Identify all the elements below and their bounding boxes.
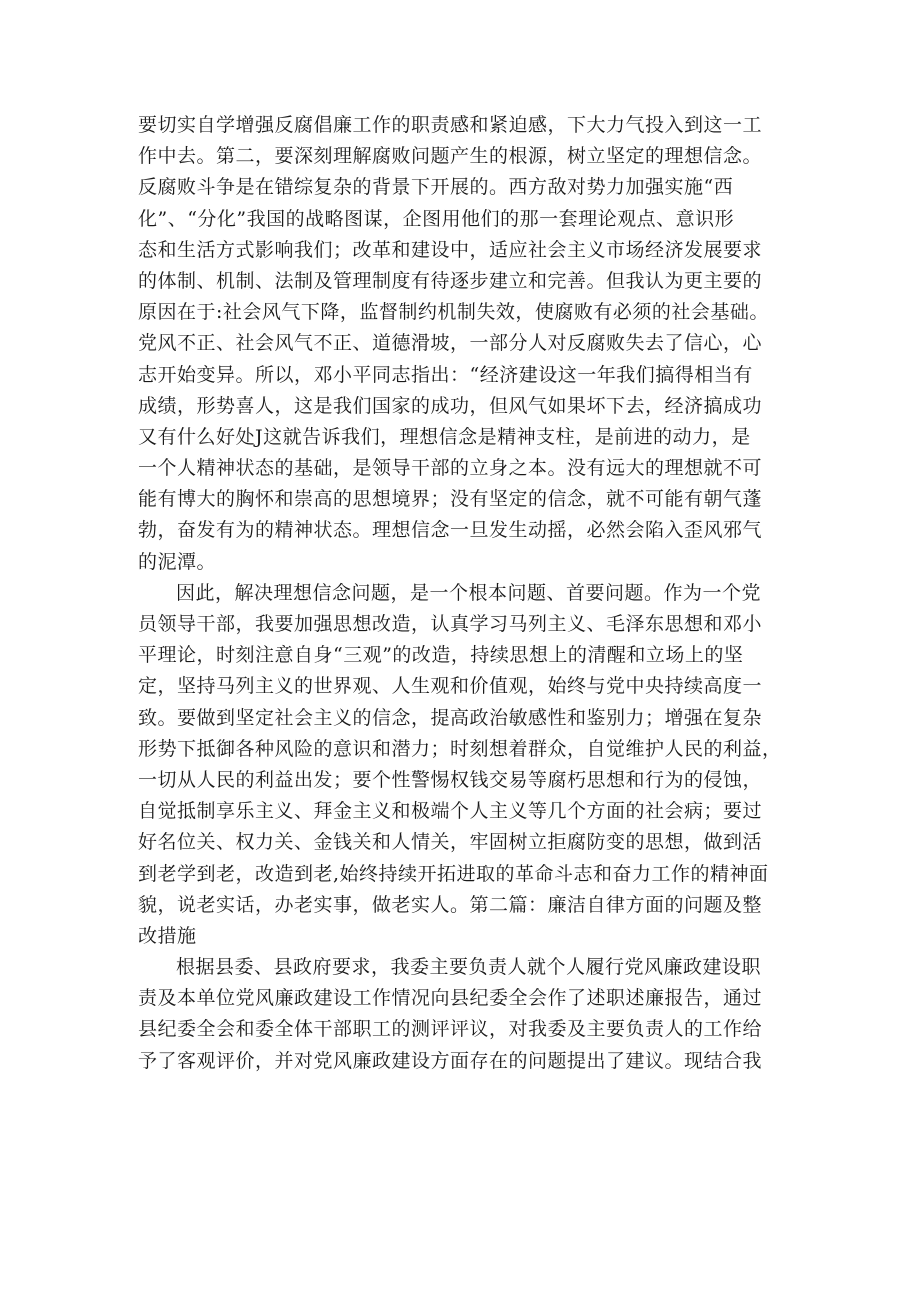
- text-line: 一个人精神状态的基础，是领导干部的立身之本。没有远大的理想就不可: [138, 457, 763, 480]
- text-line: 态和生活方式影响我们；改革和建设中，适应社会主义市场经济发展要求: [138, 238, 763, 261]
- text-line: 志开始变异。所以，邓小平同志指出：“经济建设这一年我们搞得相当有: [138, 363, 753, 386]
- text-line: 根据县委、县政府要求，我委主要负责人就个人履行党风廉政建设职: [176, 956, 762, 979]
- text-line: 好名位关、权力关、金钱关和人情关，牢固树立拒腐防变的思想，做到活: [138, 831, 763, 854]
- text-line: 到老学到老，改造到老,始终持续开拓进取的革命斗志和奋力工作的精神面: [138, 862, 769, 885]
- text-line: 作中去。第二，要深刻理解腐败问题产生的根源，树立坚定的理想信念。: [138, 145, 763, 168]
- text-line: 致。要做到坚定社会主义的信念，提高政治敏感性和鉴别力；增强在复杂: [138, 706, 763, 729]
- text-line: 又有什么好处J这就告诉我们，理想信念是精神支柱，是前进的动力，是: [138, 425, 751, 448]
- text-line: 要切实自学增强反腐倡廉工作的职责感和紧迫感，下大力气投入到这一工: [138, 114, 763, 136]
- text-line: 员领导干部，我要加强思想改造，认真学习马列主义、毛泽东思想和邓小: [138, 613, 763, 635]
- text-line: 成绩，形势喜人，这是我们国家的成功，但风气如果坏下去，经济搞成功: [138, 394, 763, 417]
- text-line: 原因在于:社会风气下降，监督制约机制失效，使腐败有必须的社会基础。: [138, 301, 769, 324]
- text-line: 能有博大的胸怀和崇高的思想境界；没有坚定的信念，就不可能有朝气蓬: [138, 488, 763, 511]
- text-line: 一切从人民的利益出发；要个性警惕权钱交易等腐朽思想和行为的侵蚀，: [138, 768, 763, 791]
- text-line: 因此，解决理想信念问题，是一个根本问题、首要问题。作为一个党: [176, 581, 762, 604]
- text-line: 的体制、机制、法制及管理制度有待逐步建立和完善。但我认为更主要的: [138, 269, 763, 292]
- text-line: 貌，说老实话，办老实事，做老实人。第二篇：廉洁自律方面的问题及整: [138, 893, 763, 916]
- text-line: 勃，奋发有为的精神状态。理想信念一旦发生动摇，必然会陷入歪风邪气: [138, 519, 763, 542]
- text-line: 改措施: [138, 924, 197, 947]
- text-line: 县纪委全会和委全体干部职工的测评评议，对我委及主要负责人的工作给: [138, 1018, 763, 1041]
- text-line: 反腐败斗争是在错综复杂的背景下开展的。西方敌对势力加强实施“西: [138, 176, 734, 199]
- text-line: 化”、“分化”我国的战略图谋，企图用他们的那一套理论观点、意识形: [138, 207, 735, 230]
- text-line: 党风不正、社会风气不正、道德滑坡，一部分人对反腐败失去了信心，心: [138, 332, 763, 355]
- text-line: 平理论，时刻注意自身“三观”的改造，持续思想上的清醒和立场上的坚: [138, 644, 744, 667]
- text-line: 自觉抵制享乐主义、拜金主义和极端个人主义等几个方面的社会病；要过: [138, 800, 763, 823]
- text-line: 的泥潭。: [138, 550, 217, 573]
- text-line: 责及本单位党风廉政建设工作情况向县纪委全会作了述职述廉报告，通过: [138, 987, 763, 1010]
- document-body: [138, 110, 798, 1077]
- text-line: 定，坚持马列主义的世界观、人生观和价值观，始终与党中央持续高度一: [138, 675, 763, 698]
- text-line: 予了客观评价，并对党风廉政建设方面存在的问题提出了建议。现结合我: [138, 1049, 763, 1072]
- text-line: 形势下抵御各种风险的意识和潜力；时刻想着群众，自觉维护人民的利益，: [138, 737, 782, 760]
